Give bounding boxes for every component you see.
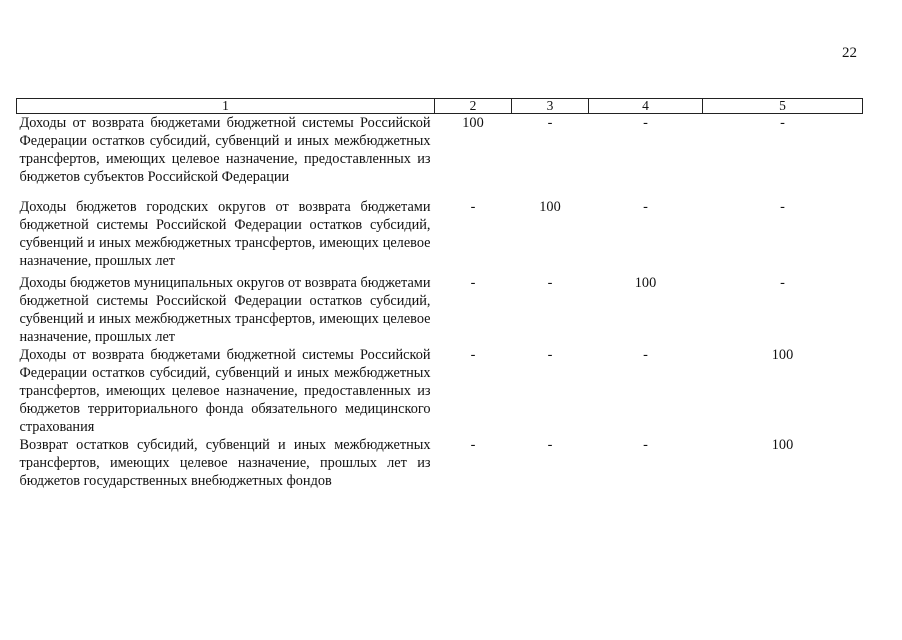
table-row (17, 436, 863, 490)
column-header-2: 2 (435, 99, 512, 114)
cell-col-2: - (470, 275, 476, 291)
table-body (17, 114, 863, 491)
column-header-5: 5 (703, 99, 863, 114)
cell-col-4: 100 (634, 275, 657, 291)
cell-col-3: 100 (539, 199, 561, 215)
cell-col-3: - (547, 115, 553, 131)
cell-col-3: - (547, 437, 553, 453)
page-number: 22 (842, 45, 857, 61)
column-header-1: 1 (17, 99, 435, 114)
cell-col-5: - (780, 199, 785, 215)
cell-col-4: - (643, 199, 648, 215)
row-description: Доходы бюджетов муниципальных округов от возврата бюджетами бюджетной системы Российской Федерации остатков субсидий, субвенций и иных межбюджетных трансфертов, имеющих целевое назначение, прошлых лет (19, 275, 431, 345)
cell-col-5: 100 (771, 437, 794, 453)
header-row (17, 99, 863, 114)
row-description: Возврат остатков субсидий, субвенций и иных межбюджетных трансфертов, имеющих целевое назначение, прошлых лет из бюджетов государственных внебюджетных фондов (19, 437, 431, 489)
table-row (17, 274, 863, 346)
cell-col-5: - (780, 115, 785, 131)
table-header (17, 99, 863, 114)
row-description: Доходы бюджетов городских округов от возврата бюджетами бюджетной системы Российской Федерации остатков субсидий, субвенций и иных межбюджетных трансфертов, имеющих целевое назначение, прошлых лет (19, 199, 431, 269)
cell-col-4: - (643, 437, 648, 453)
cell-col-2: - (470, 347, 476, 363)
cell-col-5: - (780, 275, 785, 291)
table-row (17, 346, 863, 436)
budget-table (16, 98, 863, 490)
cell-col-4: - (643, 347, 648, 363)
column-header-4: 4 (589, 99, 703, 114)
cell-col-2: 100 (462, 115, 484, 131)
cell-col-3: - (547, 347, 553, 363)
row-description: Доходы от возврата бюджетами бюджетной системы Российской Федерации остатков субсидий, субвенций и иных межбюджетных трансфертов, имеющих целевое назначение, предоставленных из бюджетов субъектов Российской Федерации (19, 115, 431, 185)
table-row (17, 198, 863, 274)
column-header-3: 3 (512, 99, 589, 114)
table-row (17, 114, 863, 199)
cell-col-3: - (547, 275, 553, 291)
cell-col-5: 100 (771, 347, 794, 363)
cell-col-2: - (470, 437, 476, 453)
row-description: Доходы от возврата бюджетами бюджетной системы Российской Федерации остатков субсидий, субвенций и иных межбюджетных трансфертов, имеющих целевое назначение, предоставленных из бюджетов территориального фонда обязательного медицинского страхования (19, 347, 431, 435)
cell-col-4: - (643, 115, 648, 131)
cell-col-2: - (470, 199, 476, 215)
